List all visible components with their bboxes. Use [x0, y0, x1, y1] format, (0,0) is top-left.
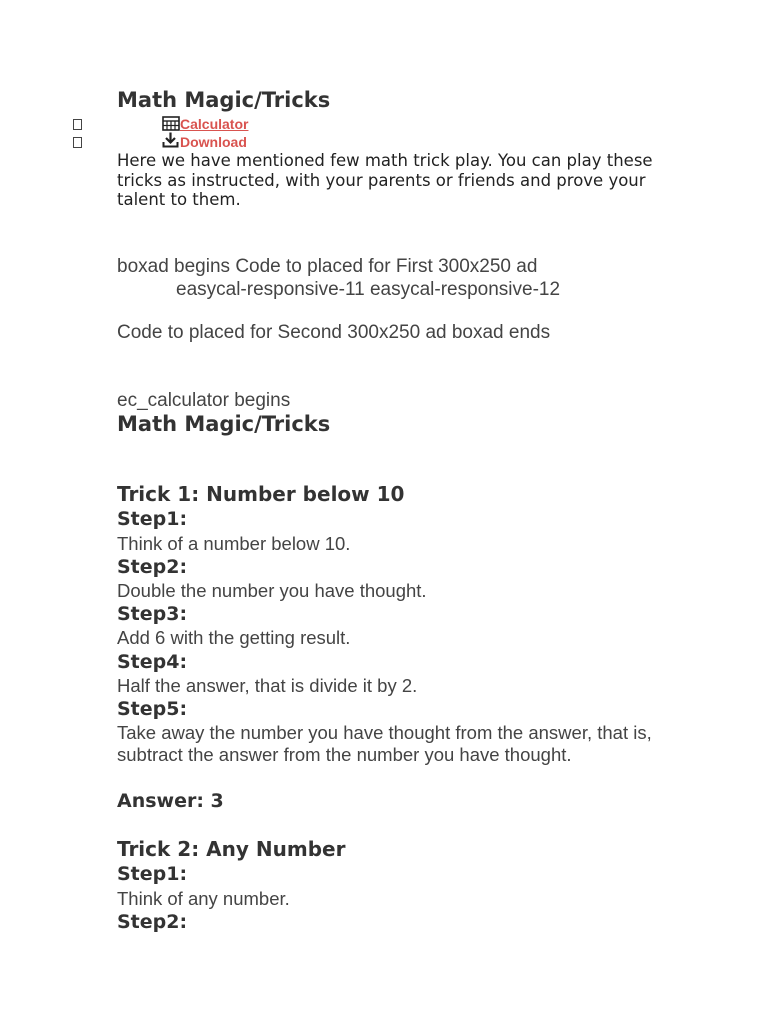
- calculator-link[interactable]: Calculator: [180, 116, 249, 132]
- answer: Answer: 3: [117, 790, 224, 812]
- step-text: Think of a number below 10.: [117, 533, 351, 554]
- step-text: Think of any number.: [117, 888, 290, 909]
- ad-text-line: ec_calculator begins: [117, 390, 291, 411]
- step-label: Step2:: [117, 556, 188, 578]
- step-label: Step5:: [117, 698, 188, 720]
- step-text: Take away the number you have thought from the answer, that is, subtract the answer from the number you have thought.: [117, 722, 652, 765]
- trick-title: Trick 2: Any Number: [117, 837, 346, 861]
- download-icon[interactable]: [162, 132, 179, 148]
- ad-text-line: easycal-responsive-11 easycal-responsive-12: [176, 279, 561, 300]
- step-text: Half the answer, that is divide it by 2.: [117, 675, 418, 696]
- section-title: Math Magic/Tricks: [117, 412, 331, 436]
- list-bullet: [73, 137, 82, 148]
- intro-paragraph: Here we have mentioned few math trick play. You can play these tricks as instructed, with your parents or friends and prove your talent to them.: [117, 151, 653, 209]
- step-label: Step2:: [117, 911, 188, 933]
- step-text: Double the number you have thought.: [117, 580, 427, 601]
- step-label: Step3:: [117, 603, 188, 625]
- list-bullet: [73, 119, 82, 130]
- trick-title: Trick 1: Number below 10: [117, 482, 405, 506]
- step-text: Add 6 with the getting result.: [117, 627, 351, 648]
- calculator-icon[interactable]: [162, 116, 180, 131]
- step-label: Step4:: [117, 651, 188, 673]
- download-link[interactable]: Download: [180, 134, 247, 150]
- step-label: Step1:: [117, 863, 188, 885]
- ad-text-line: Code to placed for Second 300x250 ad boxad ends: [117, 322, 551, 343]
- page-title: Math Magic/Tricks: [117, 88, 331, 112]
- ad-text-line: boxad begins Code to placed for First 300x250 ad: [117, 256, 538, 277]
- step-label: Step1:: [117, 508, 188, 530]
